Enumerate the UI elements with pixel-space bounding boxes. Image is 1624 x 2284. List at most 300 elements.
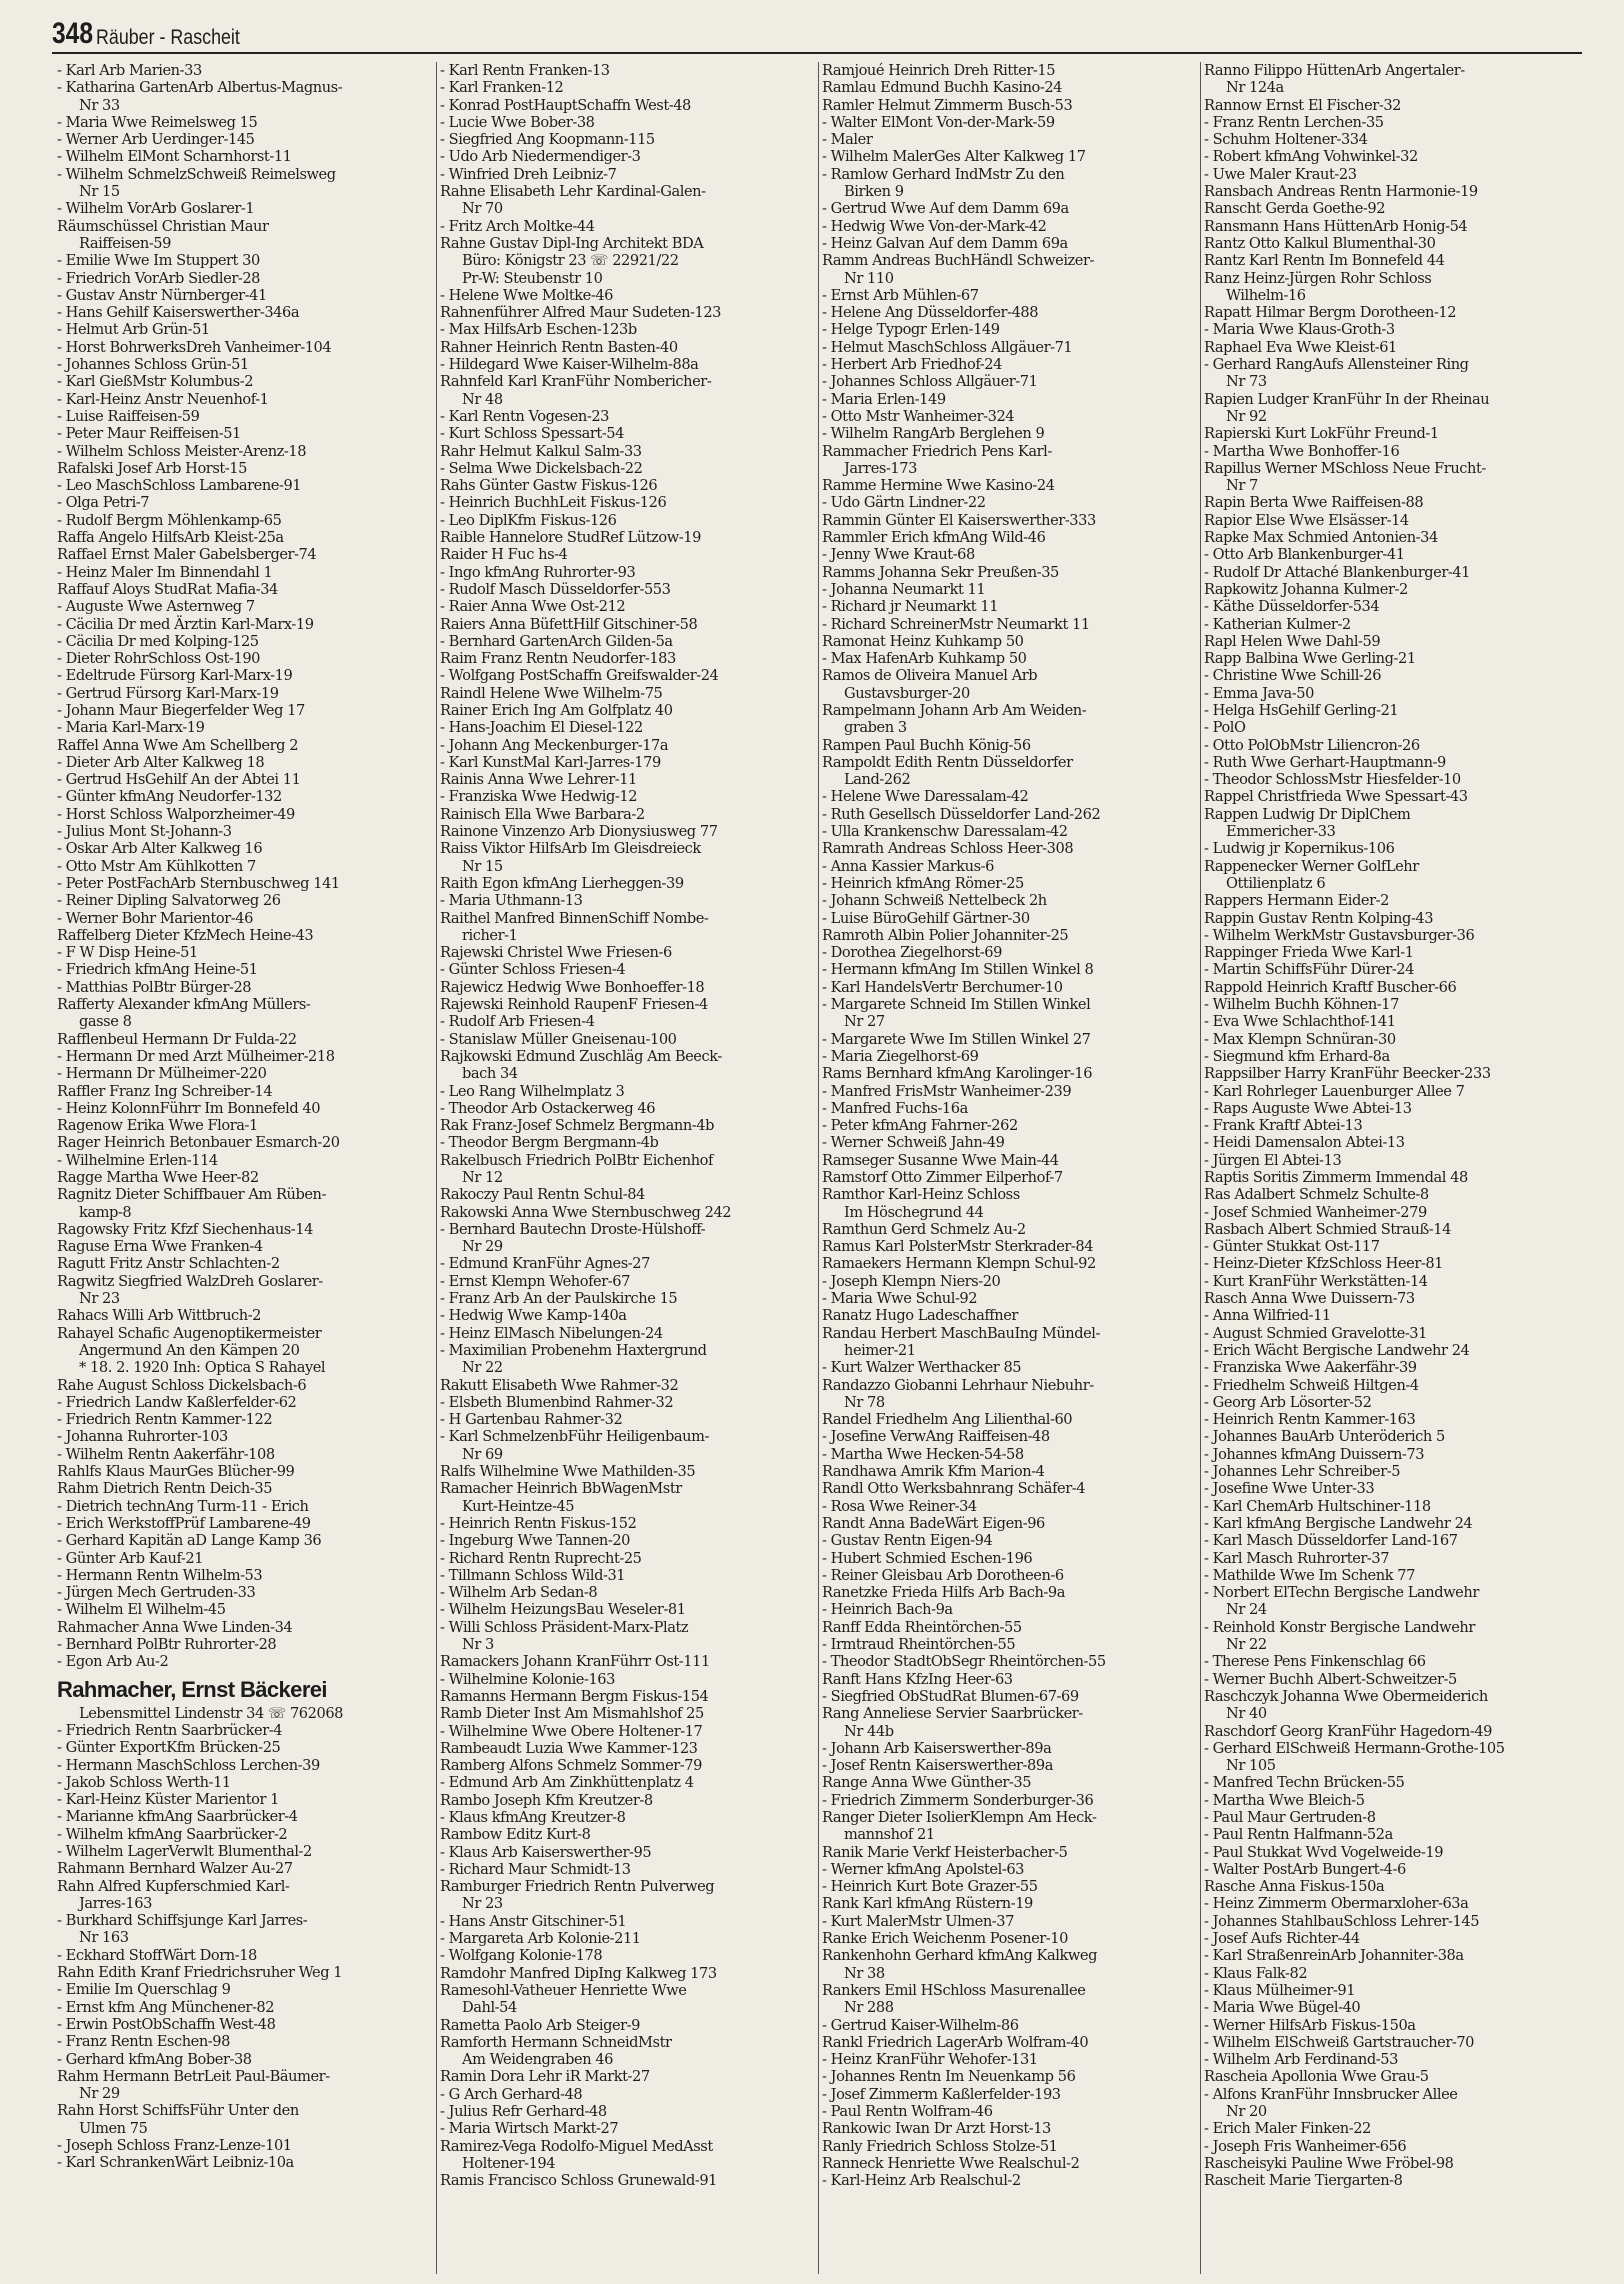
directory-entry: - Karl GießMstr Kolumbus-2: [57, 373, 254, 391]
directory-entry: Range Anna Wwe Günther-35: [822, 1774, 1032, 1792]
directory-entry: - Wolfgang Kolonie-178: [440, 1947, 603, 1965]
directory-entry-continuation: Nr 15: [79, 183, 120, 201]
directory-entry: - Karl ChemArb Hultschiner-118: [1204, 1497, 1431, 1515]
directory-entry: - Gertrud HsGehilf An der Abtei 11: [57, 771, 301, 789]
directory-entry: Rainer Erich Ing Am Golfplatz 40: [440, 701, 673, 719]
page-number: 348: [52, 17, 94, 50]
directory-entry: - Friedrich Rentn Kammer-122: [57, 1411, 273, 1429]
directory-entry: - Emilie Im Querschlag 9: [57, 1981, 231, 1999]
directory-entry: - Edmund Arb Am Zinkhüttenplatz 4: [440, 1774, 694, 1792]
directory-entry: - Helene Wwe Moltke-46: [440, 286, 614, 304]
directory-entry: - Klaus Arb Kaiserswerther-95: [440, 1843, 652, 1861]
directory-entry: - Wilhelm SchmelzSchweiß Reimelsweg: [57, 165, 336, 183]
directory-entry: Ragwitz Siegfried WalzDreh Goslarer-: [57, 1272, 323, 1290]
directory-entry: - Werner Bohr Marientor-46: [57, 909, 253, 927]
directory-entry: - Werner Buchh Albert-Schweitzer-5: [1204, 1670, 1457, 1688]
directory-entry: - Auguste Wwe Asternweg 7: [57, 598, 255, 616]
directory-entry-continuation: * 18. 2. 1920 Inh: Optica S Rahayel: [79, 1359, 326, 1377]
directory-entry: - Eva Wwe Schlachthof-141: [1204, 1013, 1396, 1031]
directory-entry: - Joseph Fris Wanheimer-656: [1204, 2137, 1407, 2155]
directory-entry-continuation: Im Höschegrund 44: [844, 1203, 984, 1221]
directory-entry: - Max HilfsArb Eschen-123b: [440, 321, 637, 339]
directory-entry: Rang Anneliese Servier Saarbrücker-: [822, 1705, 1083, 1723]
directory-entry: Rapierski Kurt LokFühr Freund-1: [1204, 425, 1439, 443]
directory-entry: - Maria Erlen-149: [822, 390, 946, 408]
directory-entry: - Friedrich kfmAng Heine-51: [57, 961, 258, 979]
directory-entry: - Friedrich Landw Kaßlerfelder-62: [57, 1393, 297, 1411]
directory-entry: - Ingeburg Wwe Tannen-20: [440, 1532, 631, 1550]
directory-entry: - Kurt KranFühr Werkstätten-14: [1204, 1272, 1428, 1290]
directory-entry: Ramesohl-Vatheuer Henriette Wwe: [440, 1981, 687, 1999]
directory-entry: - Udo Arb Niedermendiger-3: [440, 148, 641, 166]
directory-entry: - Josefine Wwe Unter-33: [1204, 1480, 1375, 1498]
directory-entry: Rascheisyki Pauline Wwe Fröbel-98: [1204, 2154, 1454, 2172]
directory-entry: - Kurt MalerMstr Ulmen-37: [822, 1912, 1014, 1930]
directory-entry: Rapior Else Wwe Elsässer-14: [1204, 511, 1409, 529]
directory-entry: - Karl HandelsVertr Berchumer-10: [822, 978, 1063, 996]
directory-entry: - Johanna Ruhrorter-103: [57, 1428, 228, 1446]
directory-entry: Ramackers Johann KranFührr Ost-111: [440, 1653, 710, 1671]
page-title: Räuber - Rascheit: [96, 26, 240, 49]
directory-entry: - Günter Arb Kauf-21: [57, 1549, 204, 1567]
directory-entry: - Karl Masch Düsseldorfer Land-167: [1204, 1532, 1458, 1550]
directory-entry: Rahe August Schloss Dickelsbach-6: [57, 1376, 307, 1394]
directory-entry: - Maria Wirtsch Markt-27: [440, 2120, 619, 2138]
directory-entry: - Helmut Arb Grün-51: [57, 321, 210, 339]
directory-entry: Rampen Paul Buchh König-56: [822, 736, 1031, 754]
directory-entry: - Wilhelmine Kolonie-163: [440, 1670, 615, 1688]
directory-entry-continuation: Nr 22: [1226, 1636, 1267, 1654]
directory-entry: Rafalski Josef Arb Horst-15: [57, 459, 247, 477]
directory-entry-continuation: kamp-8: [79, 1203, 132, 1221]
directory-entry: - Erwin PostObSchaffn West-48: [57, 2015, 276, 2033]
directory-entry: Rankl Friedrich LagerArb Wolfram-40: [822, 2033, 1089, 2051]
directory-entry: - Reiner Gleisbau Arb Dorotheen-6: [822, 1566, 1064, 1584]
directory-entry: Ranff Edda Rheintörchen-55: [822, 1618, 1022, 1636]
directory-entry-continuation: graben 3: [844, 719, 907, 737]
directory-entry-continuation: Nr 110: [844, 269, 894, 287]
directory-entry: - Peter Maur Reiffeisen-51: [57, 425, 241, 443]
directory-entry: - Reiner Dipling Salvatorweg 26: [57, 892, 281, 910]
directory-entry-continuation: bach 34: [462, 1065, 518, 1083]
directory-entry: Ransmann Hans HüttenArb Honig-54: [1204, 217, 1468, 235]
directory-entry: - Lucie Wwe Bober-38: [440, 113, 595, 131]
directory-entry: Rasbach Albert Schmied Strauß-14: [1204, 1220, 1451, 1238]
directory-entry-continuation: Nr 22: [462, 1359, 503, 1377]
directory-entry: Rajewicz Hedwig Wwe Bonhoeffer-18: [440, 978, 705, 996]
directory-entry: Raguse Erna Wwe Franken-4: [57, 1238, 263, 1256]
directory-entry: - Heinz KranFühr Wehofer-131: [822, 2051, 1038, 2069]
directory-entry: Rapl Helen Wwe Dahl-59: [1204, 632, 1381, 650]
directory-entry: Ranneck Henriette Wwe Realschul-2: [822, 2154, 1080, 2172]
directory-entry: Randl Otto Werksbahnrang Schäfer-4: [822, 1480, 1086, 1498]
directory-entry: Ragutt Fritz Anstr Schlachten-2: [57, 1255, 280, 1273]
directory-entry: Rannow Ernst El Fischer-32: [1204, 96, 1401, 114]
directory-entry: - Paul Rentn Halfmann-52a: [1204, 1826, 1393, 1844]
directory-entry: - Karl Masch Ruhrorter-37: [1204, 1549, 1390, 1567]
directory-entry: - H Gartenbau Rahmer-32: [440, 1411, 623, 1429]
directory-entry: - Gustav Rentn Eigen-94: [822, 1532, 993, 1550]
directory-entry: - Wilhelm LagerVerwlt Blumenthal-2: [57, 1842, 312, 1860]
directory-entry: - Otto Mstr Am Kühlkotten 7: [57, 857, 256, 875]
directory-entry: Ramberg Alfons Schmelz Sommer-79: [440, 1757, 702, 1775]
directory-entry: - Leo DiplKfm Fiskus-126: [440, 511, 617, 529]
directory-entry: - Mathilde Wwe Im Schenk 77: [1204, 1566, 1415, 1584]
directory-entry: Rahm Dietrich Rentn Deich-35: [57, 1480, 273, 1498]
directory-entry: Rappinger Frieda Wwe Karl-1: [1204, 944, 1414, 962]
directory-entry: Rascheit Marie Tiergarten-8: [1204, 2172, 1403, 2190]
directory-entry: Rantz Otto Kalkul Blumenthal-30: [1204, 234, 1436, 252]
directory-entry: Rankenhohn Gerhard kfmAng Kalkweg: [822, 1947, 1097, 1965]
directory-entry: - G Arch Gerhard-48: [440, 2085, 583, 2103]
directory-entry: - Johannes BauArb Unteröderich 5: [1204, 1428, 1445, 1446]
directory-entry: Rahacs Willi Arb Wittbruch-2: [57, 1307, 262, 1325]
directory-entry: - Stanislaw Müller Gneisenau-100: [440, 1030, 677, 1048]
directory-entry: - Karl SchmelzenbFühr Heiligenbaum-: [440, 1428, 709, 1446]
directory-entry: Rappers Hermann Eider-2: [1204, 892, 1389, 910]
directory-entry: Raffelberg Dieter KfzMech Heine-43: [57, 926, 314, 944]
directory-entry: - Helga HsGehilf Gerling-21: [1204, 701, 1399, 719]
directory-entry-continuation: Nr 33: [79, 96, 120, 114]
directory-entry: - Gustav Anstr Nürnberger-41: [57, 286, 267, 304]
directory-entry: - Max HafenArb Kuhkamp 50: [822, 650, 1027, 668]
directory-entry: - Irmtraud Rheintörchen-55: [822, 1636, 1016, 1654]
directory-entry: Raiers Anna BüfettHilf Gitschiner-58: [440, 615, 698, 633]
directory-entry: Rappin Gustav Rentn Kolping-43: [1204, 909, 1434, 927]
directory-entry: - Gerhard RangAufs Allensteiner Ring: [1204, 356, 1469, 374]
directory-entry: Rappold Heinrich Kraftf Buscher-66: [1204, 978, 1457, 996]
directory-entry: - Karl KunstMal Karl-Jarres-179: [440, 753, 661, 771]
directory-entry: - Burkhard Schiffsjunge Karl Jarres-: [57, 1912, 308, 1930]
directory-entry: - Johanna Neumarkt 11: [822, 580, 986, 598]
directory-entry: - Wolfgang PostSchaffn Greifswalder-24: [440, 667, 719, 685]
directory-entry: Raphael Eva Wwe Kleist-61: [1204, 338, 1397, 356]
directory-entry: - Manfred Fuchs-16a: [822, 1099, 968, 1117]
directory-entry: Ramos de Oliveira Manuel Arb: [822, 667, 1038, 685]
directory-entry: Ragnitz Dieter Schiffbauer Am Rüben-: [57, 1186, 326, 1204]
directory-column-3: [818, 62, 1200, 2274]
directory-entry: - Gerhard Kapitän aD Lange Kamp 36: [57, 1532, 322, 1550]
directory-entry: Ranz Heinz-Jürgen Rohr Schloss: [1204, 269, 1432, 287]
directory-entry-continuation: heimer-21: [844, 1341, 916, 1359]
directory-entry-continuation: Emmericher-33: [1226, 823, 1336, 841]
directory-entry: Rapkowitz Johanna Kulmer-2: [1204, 580, 1408, 598]
directory-entry-continuation: Angermund An den Kämpen 20: [79, 1341, 300, 1359]
directory-entry: Randhawa Amrik Kfm Marion-4: [822, 1463, 1045, 1481]
directory-entry: - Friedhelm Schweiß Hiltgen-4: [1204, 1376, 1419, 1394]
directory-entry: Ramis Francisco Schloss Grunewald-91: [440, 2172, 718, 2190]
directory-entry: Raschczyk Johanna Wwe Obermeiderich: [1204, 1687, 1488, 1705]
directory-entry: - Paul Stukkat Wvd Vogelweide-19: [1204, 1843, 1444, 1861]
directory-entry: - Otto Mstr Wanheimer-324: [822, 407, 1015, 425]
directory-entry: - Wilhelmine Erlen-114: [57, 1151, 218, 1169]
directory-entry: - Johannes Schloss Allgäuer-71: [822, 373, 1038, 391]
directory-column-2: [436, 62, 818, 2274]
directory-entry: Rappel Christfrieda Wwe Spessart-43: [1204, 788, 1468, 806]
directory-entry: Rahm Hermann BetrLeit Paul-Bäumer-: [57, 2067, 330, 2085]
directory-entry: - Hedwig Wwe Von-der-Mark-42: [822, 217, 1047, 235]
directory-entry: - Johannes kfmAng Duissern-73: [1204, 1445, 1425, 1463]
directory-entry: Ramforth Hermann SchneidMstr: [440, 2033, 672, 2051]
directory-entry: - Frank Kraftf Abtei-13: [1204, 1117, 1363, 1135]
directory-entry: - Wilhelm ElMont Scharnhorst-11: [57, 148, 292, 166]
directory-entry: - Josef Schmied Wanheimer-279: [1204, 1203, 1427, 1221]
directory-entry: - Gerhard kfmAng Bober-38: [57, 2050, 252, 2068]
directory-entry: Ranno Filippo HüttenArb Angertaler-: [1204, 62, 1465, 79]
directory-entry: - Wilhelm Schloss Meister-Arenz-18: [57, 442, 307, 460]
directory-entry-continuation: Nr 7: [1226, 477, 1258, 495]
directory-entry: - Bernhard Bautechn Droste-Hülshoff-: [440, 1220, 706, 1238]
directory-entry: - Rudolf Dr Attaché Blankenburger-41: [1204, 563, 1471, 581]
directory-entry: - Therese Pens Finkenschlag 66: [1204, 1653, 1426, 1671]
directory-entry: - Maria Wwe Reimelsweg 15: [57, 113, 258, 131]
directory-entry: - Rosa Wwe Reiner-34: [822, 1497, 977, 1515]
directory-entry: - Erich WerkstoffPrüf Lambarene-49: [57, 1514, 311, 1532]
directory-entry: Randau Herbert MaschBauIng Mündel-: [822, 1324, 1100, 1342]
directory-entry-continuation: Nr 105: [1226, 1757, 1276, 1775]
directory-entry-continuation: Ottilienplatz 6: [1226, 874, 1326, 892]
directory-entry: - Siegfried Ang Koopmann-115: [440, 131, 655, 149]
directory-entry: Rahn Edith Kranf Friedrichsruher Weg 1: [57, 1964, 343, 1982]
directory-entry: - Julius Mont St-Johann-3: [57, 823, 232, 841]
directory-entry: - August Schmied Gravelotte-31: [1204, 1324, 1427, 1342]
directory-entry: - Karl-Heinz Arb Realschul-2: [822, 2172, 1021, 2190]
directory-entry: - Ramlow Gerhard IndMstr Zu den: [822, 165, 1065, 183]
directory-entry: - Heinrich Bach-9a: [822, 1601, 953, 1619]
directory-entry: - Karl SchrankenWärt Leibniz-10a: [57, 2154, 294, 2172]
directory-entry: - Wilhelm kfmAng Saarbrücker-2: [57, 1825, 288, 1843]
directory-entry: Raschdorf Georg KranFühr Hagedorn-49: [1204, 1722, 1492, 1740]
directory-entry: - Wilhelm Buchh Köhnen-17: [1204, 996, 1399, 1014]
directory-entry: - Margarete Schneid Im Stillen Winkel: [822, 996, 1091, 1014]
directory-entry: Ralfs Wilhelmine Wwe Mathilden-35: [440, 1463, 696, 1481]
directory-entry: Rahmann Bernhard Walzer Au-27: [57, 1860, 293, 1878]
directory-entry: - Horst BohrwerksDreh Vanheimer-104: [57, 338, 332, 356]
directory-entry: Rahner Heinrich Rentn Basten-40: [440, 338, 678, 356]
directory-entry-continuation: Büro: Königstr 23 ☏ 22921/22: [462, 252, 679, 270]
directory-entry: - Bernhard GartenArch Gilden-5a: [440, 632, 673, 650]
directory-entry: Rankowic Iwan Dr Arzt Horst-13: [822, 2120, 1051, 2138]
directory-entry: Ragenow Erika Wwe Flora-1: [57, 1117, 258, 1135]
directory-entry: Rammin Günter El Kaiserswerther-333: [822, 511, 1096, 529]
directory-entry-continuation: Nr 29: [79, 2085, 120, 2103]
directory-entry: Ramthor Karl-Heinz Schloss: [822, 1186, 1020, 1204]
directory-entry-continuation: Nr 288: [844, 1999, 894, 2017]
directory-entry: - Kurt Walzer Werthacker 85: [822, 1359, 1022, 1377]
directory-entry: - Oskar Arb Alter Kalkweg 16: [57, 840, 263, 858]
directory-entry: Rakoczy Paul Rentn Schul-84: [440, 1186, 645, 1204]
directory-entry-continuation: Jarres-163: [79, 1894, 152, 1912]
directory-entry: - Ruth Gesellsch Düsseldorfer Land-262: [822, 805, 1101, 823]
directory-entry: - Paul Maur Gertruden-8: [1204, 1808, 1376, 1826]
directory-entry: - Helmut MaschSchloss Allgäuer-71: [822, 338, 1073, 356]
directory-entry: Rambo Joseph Kfm Kreutzer-8: [440, 1791, 653, 1809]
directory-entry: - Ulla Krankenschw Daressalam-42: [822, 823, 1068, 841]
directory-entry: - Karl kfmAng Bergische Landwehr 24: [1204, 1514, 1473, 1532]
directory-entry: - Karl Arb Marien-33: [57, 62, 202, 79]
directory-entry-continuation: Lebensmittel Lindenstr 34 ☏ 762068: [79, 1704, 343, 1722]
directory-entry: Rajkowski Edmund Zuschläg Am Beeck-: [440, 1047, 722, 1065]
directory-entry-continuation: Raiffeisen-59: [79, 234, 171, 252]
directory-entry-continuation: Nr 24: [1226, 1601, 1267, 1619]
directory-entry: - Wilhelm HeizungsBau Weseler-81: [440, 1601, 686, 1619]
directory-entry: Ragge Martha Wwe Heer-82: [57, 1169, 259, 1186]
directory-entry: - Wilhelm ElSchweiß Gartstraucher-70: [1204, 2033, 1475, 2051]
directory-entry-continuation: Nr 40: [1226, 1705, 1267, 1723]
directory-entry: - Konrad PostHauptSchaffn West-48: [440, 96, 691, 114]
directory-entry: - Jenny Wwe Kraut-68: [822, 546, 975, 564]
directory-entry: Rainisch Ella Wwe Barbara-2: [440, 805, 645, 823]
directory-entry: Ramirez-Vega Rodolfo-Miguel MedAsst: [440, 2137, 713, 2155]
directory-entry: - Maria Wwe Bügel-40: [1204, 1999, 1361, 2017]
directory-entry: - Margareta Arb Kolonie-211: [440, 1930, 641, 1948]
directory-entry: - Schuhm Holtener-334: [1204, 131, 1368, 149]
directory-entry: - Hermann Rentn Wilhelm-53: [57, 1566, 263, 1584]
directory-entry: - Siegfried ObStudRat Blumen-67-69: [822, 1687, 1079, 1705]
directory-entry: Rapin Berta Wwe Raiffeisen-88: [1204, 494, 1424, 512]
directory-entry: Raffler Franz Ing Schreiber-14: [57, 1082, 273, 1100]
directory-entry: - Werner Arb Uerdinger-145: [57, 131, 255, 149]
directory-entry: Rahs Günter Gastw Fiskus-126: [440, 477, 658, 495]
directory-entry: Ransbach Andreas Rentn Harmonie-19: [1204, 183, 1478, 201]
directory-entry: - Karl-Heinz Küster Marientor 1: [57, 1791, 280, 1809]
directory-entry: - Wilhelm Arb Ferdinand-53: [1204, 2051, 1398, 2069]
directory-entry: - Maximilian Probenehm Haxtergrund: [440, 1341, 707, 1359]
directory-entry: - Heinz-Dieter KfzSchloss Heer-81: [1204, 1255, 1444, 1273]
directory-entry-continuation: Nr 20: [1226, 2103, 1267, 2121]
directory-entry: - Käthe Düsseldorfer-534: [1204, 598, 1380, 616]
directory-entry: Raffael Ernst Maler Gabelsberger-74: [57, 546, 317, 564]
directory-entry: - Franziska Wwe Hedwig-12: [440, 788, 638, 806]
directory-entry-continuation: Nr 124a: [1226, 79, 1284, 97]
directory-entry: - Paul Rentn Wolfram-46: [822, 2103, 993, 2121]
directory-entry: - F W Disp Heine-51: [57, 944, 198, 962]
directory-entry: - Heinrich BuchhLeit Fiskus-126: [440, 494, 667, 512]
directory-entry: Rahn Alfred Kupferschmied Karl-: [57, 1877, 290, 1895]
directory-entry: - Ruth Wwe Gerhart-Hauptmann-9: [1204, 753, 1446, 771]
directory-entry-continuation: Nr 78: [844, 1393, 885, 1411]
directory-entry: - Heinrich Rentn Kammer-163: [1204, 1411, 1416, 1429]
directory-entry: - Ernst Arb Mühlen-67: [822, 286, 979, 304]
directory-entry: - Karl Rohrleger Lauenburger Allee 7: [1204, 1082, 1465, 1100]
directory-entry: - Günter Stukkat Ost-117: [1204, 1238, 1380, 1256]
directory-entry: - Otto PolObMstr Liliencron-26: [1204, 736, 1420, 754]
directory-entry: - Karl Rentn Franken-13: [440, 62, 610, 79]
directory-entry: - Friedrich Zimmerm Sonderburger-36: [822, 1791, 1094, 1809]
directory-entry: - Raps Auguste Wwe Abtei-13: [1204, 1099, 1412, 1117]
directory-entry: Randel Friedhelm Ang Lilienthal-60: [822, 1411, 1073, 1429]
directory-entry: - Hermann kfmAng Im Stillen Winkel 8: [822, 961, 1094, 979]
directory-entry: Rak Franz-Josef Schmelz Bergmann-4b: [440, 1117, 714, 1135]
directory-entry: - Hedwig Wwe Kamp-140a: [440, 1307, 627, 1325]
directory-entry: - Helge Typogr Erlen-149: [822, 321, 1000, 339]
directory-entry: - Ludwig jr Kopernikus-106: [1204, 840, 1395, 858]
directory-entry: - Rudolf Bergm Möhlenkamp-65: [57, 511, 282, 529]
directory-entry: - Theodor Arb Ostackerweg 46: [440, 1099, 656, 1117]
directory-entry: - Walter PostArb Bungert-4-6: [1204, 1860, 1406, 1878]
directory-entry: - Richard Maur Schmidt-13: [440, 1860, 631, 1878]
directory-entry: Rainis Anna Wwe Lehrer-11: [440, 771, 637, 789]
directory-entry: - Manfred Techn Brücken-55: [1204, 1774, 1405, 1792]
directory-entry: - Hermann Dr Mülheimer-220: [57, 1065, 267, 1083]
directory-entry: Ramler Helmut Zimmerm Busch-53: [822, 96, 1073, 114]
directory-entry: - Dietrich technAng Turm-11 - Erich: [57, 1497, 309, 1515]
directory-entry: - Karl Franken-12: [440, 79, 564, 97]
directory-entry: Rahne Elisabeth Lehr Kardinal-Galen-: [440, 183, 706, 201]
directory-entry-continuation: Ulmen 75: [79, 2119, 148, 2137]
directory-entry: Rainone Vinzenzo Arb Dionysiusweg 77: [440, 823, 718, 841]
directory-entry: Rasche Anna Fiskus-150a: [1204, 1878, 1385, 1896]
directory-entry: Ragowsky Fritz Kfzf Siechenhaus-14: [57, 1220, 313, 1238]
directory-entry: - Karl-Heinz Anstr Neuenhof-1: [57, 390, 269, 408]
directory-entry: - Heinz Galvan Auf dem Damm 69a: [822, 234, 1068, 252]
directory-entry: - Georg Arb Lösorter-52: [1204, 1393, 1372, 1411]
directory-entry: Ranik Marie Verkf Heisterbacher-5: [822, 1843, 1068, 1861]
directory-column-4: [1200, 62, 1582, 2274]
directory-entry: Rafflenbeul Hermann Dr Fulda-22: [57, 1030, 297, 1048]
directory-entry: - Jakob Schloss Werth-11: [57, 1773, 231, 1791]
directory-entry-continuation: Nr 92: [1226, 407, 1267, 425]
directory-entry: Ramburger Friedrich Rentn Pulverweg: [440, 1878, 715, 1896]
directory-entry: - Peter PostFachArb Sternbuschweg 141: [57, 874, 340, 892]
directory-entry: Ramaekers Hermann Klempn Schul-92: [822, 1255, 1096, 1273]
directory-entry-continuation: mannshof 21: [844, 1826, 935, 1844]
directory-entry: - Matthias PolBtr Bürger-28: [57, 978, 252, 996]
directory-entry: - Egon Arb Au-2: [57, 1653, 169, 1671]
directory-entry: - Richard jr Neumarkt 11: [822, 598, 999, 616]
directory-entry: Rampoldt Edith Rentn Düsseldorfer: [822, 753, 1073, 771]
directory-entry: - Klaus Falk-82: [1204, 1964, 1308, 1982]
directory-entry: - Heinrich Rentn Fiskus-152: [440, 1514, 637, 1532]
directory-entry: - Julius Refr Gerhard-48: [440, 2103, 607, 2121]
directory-entry: Rahnfeld Karl KranFühr Nombericher-: [440, 373, 712, 391]
directory-entry: Ramonat Heinz Kuhkamp 50: [822, 632, 1024, 650]
directory-entry: Rakowski Anna Wwe Sternbuschweg 242: [440, 1203, 732, 1221]
directory-entry: Ramstorf Otto Zimmer Eilperhof-7: [822, 1169, 1063, 1186]
directory-entry: Ramb Dieter Inst Am Mismahlshof 25: [440, 1705, 704, 1723]
directory-entry: - Wilhelm El Wilhelm-45: [57, 1601, 226, 1619]
directory-entry: - Theodor Bergm Bergmann-4b: [440, 1134, 659, 1152]
directory-entry: - Leo Rang Wilhelmplatz 3: [440, 1082, 625, 1100]
directory-entry: Randt Anna BadeWärt Eigen-96: [822, 1514, 1045, 1532]
directory-entry: - Maria Ziegelhorst-69: [822, 1047, 979, 1065]
directory-entry: - Heidi Damensalon Abtei-13: [1204, 1134, 1405, 1152]
directory-entry-continuation: Holtener-194: [462, 2154, 556, 2172]
directory-entry: Rambow Editz Kurt-8: [440, 1826, 591, 1844]
directory-entry: - Karl StraßenreinArb Johanniter-38a: [1204, 1947, 1464, 1965]
directory-entry: Raith Egon kfmAng Lierheggen-39: [440, 874, 684, 892]
directory-entry: Rascheia Apollonia Wwe Grau-5: [1204, 2068, 1429, 2086]
directory-entry: - Heinz Maler Im Binnendahl 1: [57, 563, 273, 581]
directory-entry: - Johannes Lehr Schreiber-5: [1204, 1463, 1401, 1481]
directory-entry: Ramme Hermine Wwe Kasino-24: [822, 477, 1055, 495]
directory-entry: Raider H Fuc hs-4: [440, 546, 568, 564]
directory-entry: Ramdohr Manfred DipIng Kalkweg 173: [440, 1964, 717, 1982]
directory-entry: - Johann Schweiß Nettelbeck 2h: [822, 892, 1047, 910]
directory-entry: - Cäcilia Dr med Kolping-125: [57, 632, 259, 650]
directory-entry: Ramthun Gerd Schmelz Au-2: [822, 1220, 1026, 1238]
directory-entry: Rapatt Hilmar Bergm Dorotheen-12: [1204, 304, 1457, 322]
directory-entry: - Leo MaschSchloss Lambarene-91: [57, 477, 302, 495]
directory-entry-continuation: Nr 23: [462, 1895, 503, 1913]
directory-entry-continuation: Birken 9: [844, 183, 904, 201]
directory-entry: - Maria Karl-Marx-19: [57, 719, 205, 737]
directory-entry: - Elsbeth Blumenbind Rahmer-32: [440, 1393, 674, 1411]
directory-entry: - Johannes Rentn Im Neuenkamp 56: [822, 2068, 1076, 2086]
directory-entry: - Theodor SchlossMstr Hiesfelder-10: [1204, 771, 1461, 789]
directory-entry: - Wilhelm MalerGes Alter Kalkweg 17: [822, 148, 1086, 166]
directory-entry: - Udo Gärtn Lindner-22: [822, 494, 986, 512]
